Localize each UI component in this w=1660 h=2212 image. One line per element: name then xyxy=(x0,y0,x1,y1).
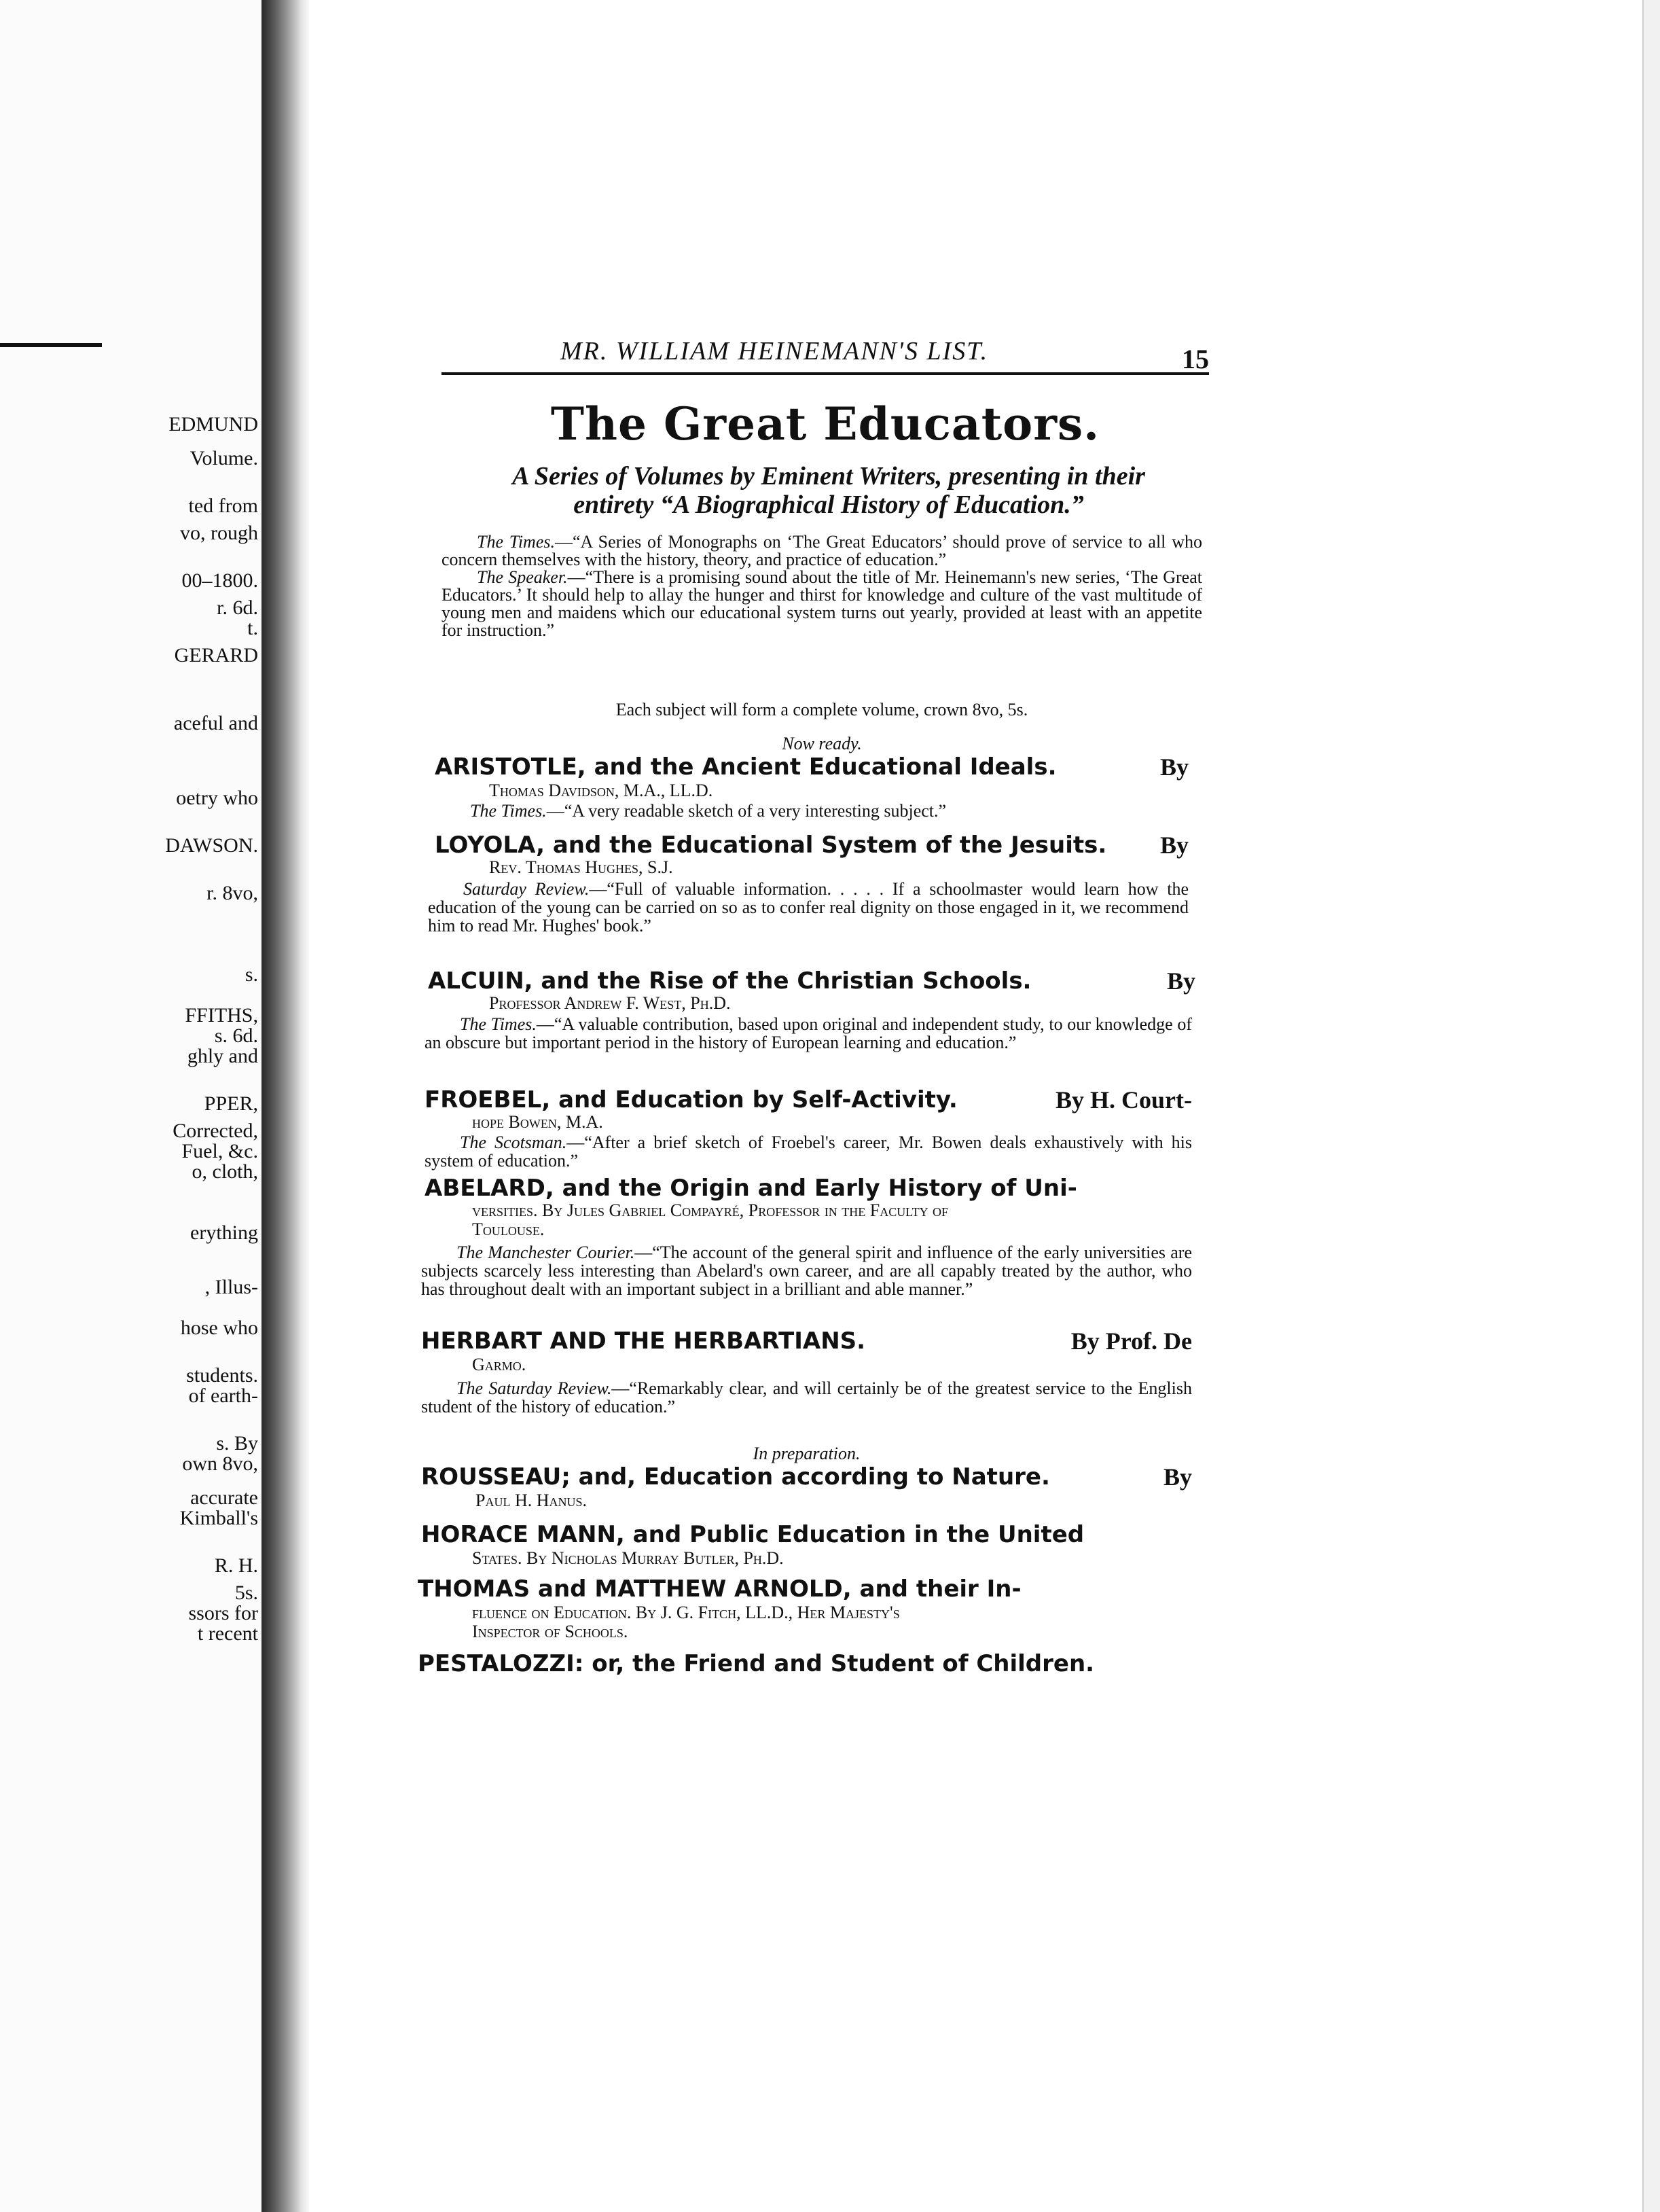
book-author: States. By Nicholas Murray Butler, Ph.D. xyxy=(472,1548,784,1568)
left-page-line: hose who xyxy=(180,1317,258,1339)
left-page-line: Volume. xyxy=(190,447,258,469)
page-number: 15 xyxy=(1182,344,1209,374)
book-review: The Saturday Review.—“Remarkably clear, and will certainly be of the greatest service to the English student of the history of education.” xyxy=(421,1378,1192,1416)
book-entry-title: LOYOLA, and the Educational System of the Jesuits. By xyxy=(435,832,1189,859)
book-review: The Times.—“A very readable sketch of a very interesting subject.” xyxy=(470,801,947,821)
left-page-line: EDMUND xyxy=(168,413,258,435)
book-entry-title: PESTALOZZI: or, the Friend and Student of Children. xyxy=(418,1650,1095,1677)
left-page-line: r. 6d. xyxy=(217,596,258,619)
left-page-line: R. H. xyxy=(214,1554,258,1577)
left-page-line: s. By xyxy=(216,1432,258,1455)
in-preparation-label: In preparation. xyxy=(753,1444,861,1463)
book-entry-title: ABELARD, and the Origin and Early History of Uni- xyxy=(425,1175,1077,1202)
book-review: The Times.—“A valuable contribution, based upon original and independent study, to our knowledge of an obscure but important period in the history of European learning and education.” xyxy=(425,1014,1192,1052)
page-title: The Great Educators. xyxy=(550,397,1100,450)
left-page-line: r. 8vo, xyxy=(206,882,258,904)
subtitle-line: A Series of Volumes by Eminent Writers, presenting in their xyxy=(512,462,1145,490)
left-page-line: DAWSON. xyxy=(165,834,258,857)
left-page-line: ssors for xyxy=(188,1602,258,1624)
left-page-line: ted from xyxy=(188,495,258,517)
book-author: Professor Andrew F. West, Ph.D. xyxy=(489,993,731,1013)
book-entry-title: ROUSSEAU; and, Education according to Nature. By xyxy=(421,1463,1192,1491)
book-author: Garmo. xyxy=(472,1355,526,1374)
review-text: —“There is a promising sound about the title of Mr. Heinemann's new series, ‘The Great Educators.’ It should help to allay the hunger and thirst for knowledge and culture of the vast multitude of young men and maidens which our educational system turns out yearly, provided at least with an appetite for instruction.” xyxy=(441,567,1202,640)
review-source: The Speaker. xyxy=(477,567,568,587)
book-entry-title: ALCUIN, and the Rise of the Christian Schools. By xyxy=(428,967,1195,995)
book-gutter xyxy=(261,0,309,2212)
left-page-line: 5s. xyxy=(234,1582,258,1604)
book-author-line: versities. By Jules Gabriel Compayré, Professor in the Faculty of xyxy=(472,1200,949,1220)
book-review: Saturday Review.—“Full of valuable information. . . . . If a schoolmaster would learn how the education of the young can be carried on so as to confer real dignity on those engaged in it, we recommend him to read Mr. Hughes' book.” xyxy=(428,879,1189,935)
page-edge xyxy=(1642,0,1660,2212)
running-header-title: MR. WILLIAM HEINEMANN'S LIST. xyxy=(560,337,989,365)
left-page-line: ghly and xyxy=(187,1045,258,1067)
left-page-line: own 8vo, xyxy=(182,1452,258,1475)
left-page-line: Corrected, xyxy=(173,1120,258,1142)
subtitle-line: entirety “A Biographical History of Education.” xyxy=(573,490,1084,519)
book-author-line: Inspector of Schools. xyxy=(472,1622,628,1641)
left-page-line: 00–1800. xyxy=(181,569,258,592)
book-entry-title: FROEBEL, and Education by Self-Activity. By H. Court- xyxy=(425,1086,1192,1113)
left-page-line: vo, rough xyxy=(180,522,258,544)
left-page-line: s. xyxy=(245,963,258,986)
intro-times-review xyxy=(441,533,1202,569)
book-author-line: fluence on Education. By J. G. Fitch, LL.D., Her Majesty's xyxy=(472,1603,900,1622)
left-page-line: Fuel, &c. xyxy=(181,1140,258,1162)
book-review: The Scotsman.—“After a brief sketch of Froebel's career, Mr. Bowen deals exhaustively with his system of education.” xyxy=(425,1132,1192,1171)
left-page-line: erything xyxy=(190,1221,258,1244)
left-page-line: accurate xyxy=(190,1486,258,1509)
left-page-line: t. xyxy=(247,617,258,639)
left-page-line: o, cloth, xyxy=(192,1160,258,1183)
running-header xyxy=(441,336,1209,377)
left-page-line: FFITHS, xyxy=(185,1004,258,1027)
left-page-line: PPER, xyxy=(204,1092,258,1115)
review-text: —“A Series of Monographs on ‘The Great Educators’ should prove of service to all who concern themselves with the history, theory, and practice of education.” xyxy=(441,532,1202,569)
header-rule xyxy=(441,372,1209,375)
left-page-line: of earth- xyxy=(188,1385,258,1407)
book-entry-title: HERBART AND THE HERBARTIANS. By Prof. De xyxy=(421,1327,1192,1355)
left-page-line: , Illus- xyxy=(204,1276,258,1298)
left-page-line: GERARD xyxy=(174,644,258,666)
left-page-line: aceful and xyxy=(173,712,258,734)
left-facing-page xyxy=(0,0,261,2212)
review-source: The Times. xyxy=(477,532,555,552)
book-entry-title: HORACE MANN, and Public Education in the United xyxy=(421,1521,1085,1548)
book-entry-title: ARISTOTLE, and the Ancient Educational Ideals. By xyxy=(435,753,1189,781)
book-author: Paul H. Hanus. xyxy=(475,1491,588,1510)
intro-reviews xyxy=(441,533,1202,639)
book-author: Rev. Thomas Hughes, S.J. xyxy=(489,857,673,877)
book-author: Thomas Davidson, M.A., LL.D. xyxy=(489,781,713,800)
book-review: The Manchester Courier.—“The account of the general spirit and influence of the early universities are subjects scarcely less interesting than Abelard's own career, and are all capably treated by the author, who has throughout dealt with an important subject in a brilliant and able manner.” xyxy=(421,1243,1192,1299)
left-page-line: oetry who xyxy=(176,787,258,809)
book-entry-title: THOMAS and MATTHEW ARNOLD, and their In- xyxy=(418,1575,1022,1603)
volume-note: Each subject will form a complete volume, crown 8vo, 5s. xyxy=(615,700,1028,719)
left-page-rule xyxy=(0,343,102,347)
book-author-line: Toulouse. xyxy=(472,1219,545,1239)
left-page-line: t recent xyxy=(197,1622,258,1645)
intro-speaker-review xyxy=(441,569,1202,639)
series-subtitle xyxy=(435,462,1223,519)
left-page-line: s. 6d. xyxy=(214,1024,258,1047)
now-ready-label: Now ready. xyxy=(782,734,862,753)
left-page-line: Kimball's xyxy=(179,1507,258,1529)
left-page-line: students. xyxy=(186,1364,258,1387)
book-author: hope Bowen, M.A. xyxy=(472,1112,603,1132)
